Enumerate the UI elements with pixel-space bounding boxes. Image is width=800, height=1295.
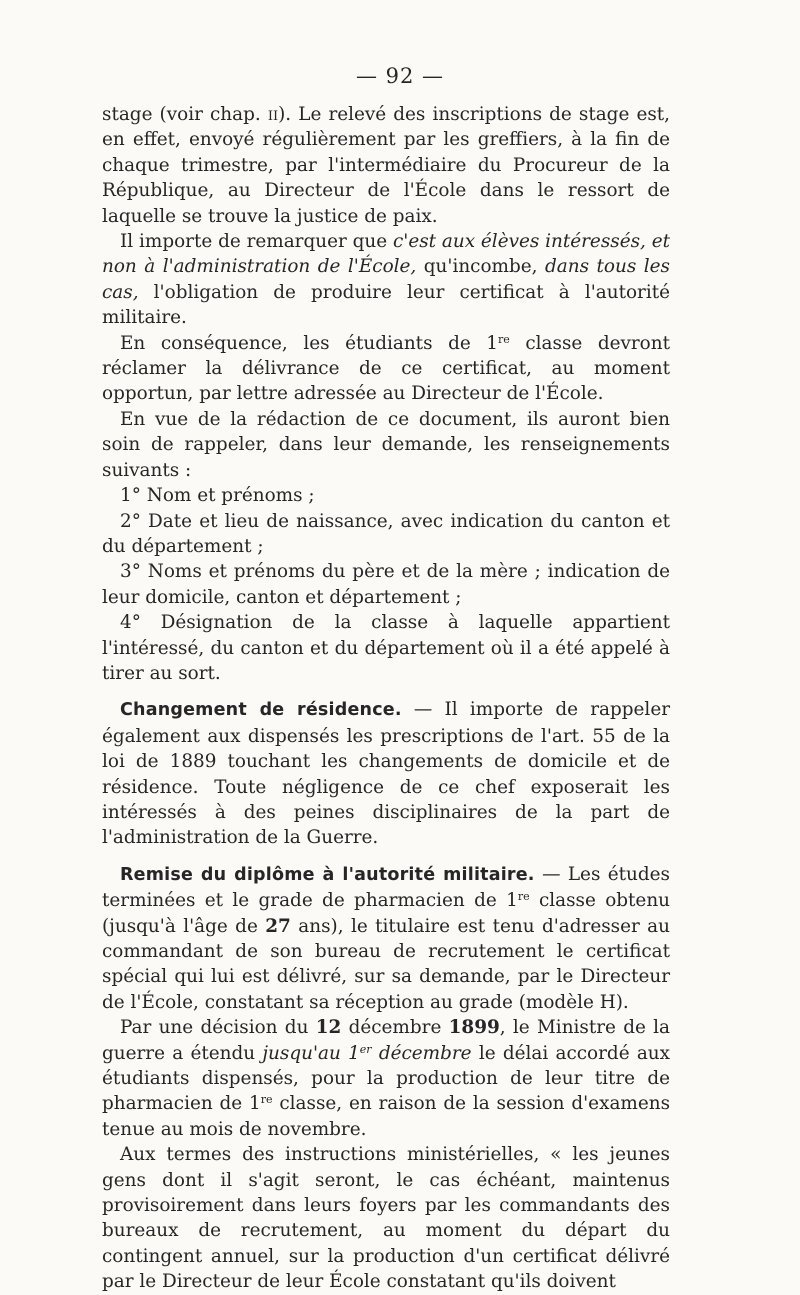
list-item-name: 1° Nom et prénoms ; [120,485,315,507]
section-heading-residence: Changement de résidence. [120,700,402,721]
paragraph-ministerial-decision: Par une décision du 12 décembre 1899, le Ministre de la guerre a étendu jusqu'au 1er décembre le délai accordé aux étudiants dispensés, pour la production de leur titre de pharmacien de 1re classe, en raison de la session d'examens tenue au mois de novembre. [102,1017,671,1140]
section-diploma-delivery: Remise du diplôme à l'autorité militaire. — Les études terminées et le grade de pharmacien de 1re classe obtenu (jusqu'à l'âge de 27 ans), le titulaire est tenu d'adresser au commandant de son bureau de recrutement le certificat spécial qui lui est délivré, sur sa demande, par le Directeur de l'École, constatant sa réception au grade (modèle H). [102,863,671,1013]
list-item-class: 4° Désignation de la classe à laquelle appartient l'intéressé, du canton et du département où il a été appelé à tirer au sort. [102,612,670,684]
paragraph-ministerial-instructions: Aux termes des instructions ministérielles, « les jeunes gens dont il s'agit seront, le cas échéant, maintenus provisoirement dans leurs foyers par les commandants des bureaux de recrutement, au moment du départ du contingent annuel, sur la production d'un certificat délivré par le Directeur de leur École constatant qu'ils doivent [102,1144,670,1293]
paragraph-drafting: En vue de la rédaction de ce document, ils auront bien soin de rappeler, dans leur demande, les renseignements suivants : [102,408,670,481]
emphasis-all-cases: dans tous les cas, [102,256,670,303]
chapter-reference: ii [267,104,279,125]
emphasis-students: c'est aux élèves intéressés, et non à l'administration de l'École, [102,231,670,278]
page-body [102,102,670,1295]
list-item-parents: 3° Noms et prénoms du père et de la mère ; indication de leur domicile, canton et département ; [102,561,670,608]
paragraph-stage-continuation: stage (voir chap. ii). Le relevé des inscriptions de stage est, en effet, envoyé régulièrement par les greffiers, à la fin de chaque trimestre, par l'intermédiaire du Procureur de la République, au Directeur de l'École dans le ressort de laquelle se trouve la justice de paix. [102,104,671,227]
paragraph-consequence: En conséquence, les étudiants de 1re classe devront réclamer la délivrance de ce certificat, au moment opportun, par lettre adressée au Directeur de l'École. [102,332,670,405]
section-change-of-residence: Changement de résidence. — Il importe de rappeler également aux dispensés les prescriptions de l'art. 55 de la loi de 1889 touchant les changements de domicile et de résidence. Toute négligence de ce chef exposerait les intéressés à des peines disciplinaires de la part de l'administration de la Guerre. [102,699,670,849]
list-item-birth: 2° Date et lieu de naissance, avec indication du canton et du département ; [102,510,670,557]
page-number: — 92 — [355,64,445,88]
section-heading-diploma: Remise du diplôme à l'autorité militaire. [120,864,535,885]
paragraph-obligation: Il importe de remarquer que c'est aux élèves intéressés, et non à l'administration de l'École, qu'incombe, dans tous les cas, l'obligation de produire leur certificat à l'autorité militaire. [102,231,670,329]
